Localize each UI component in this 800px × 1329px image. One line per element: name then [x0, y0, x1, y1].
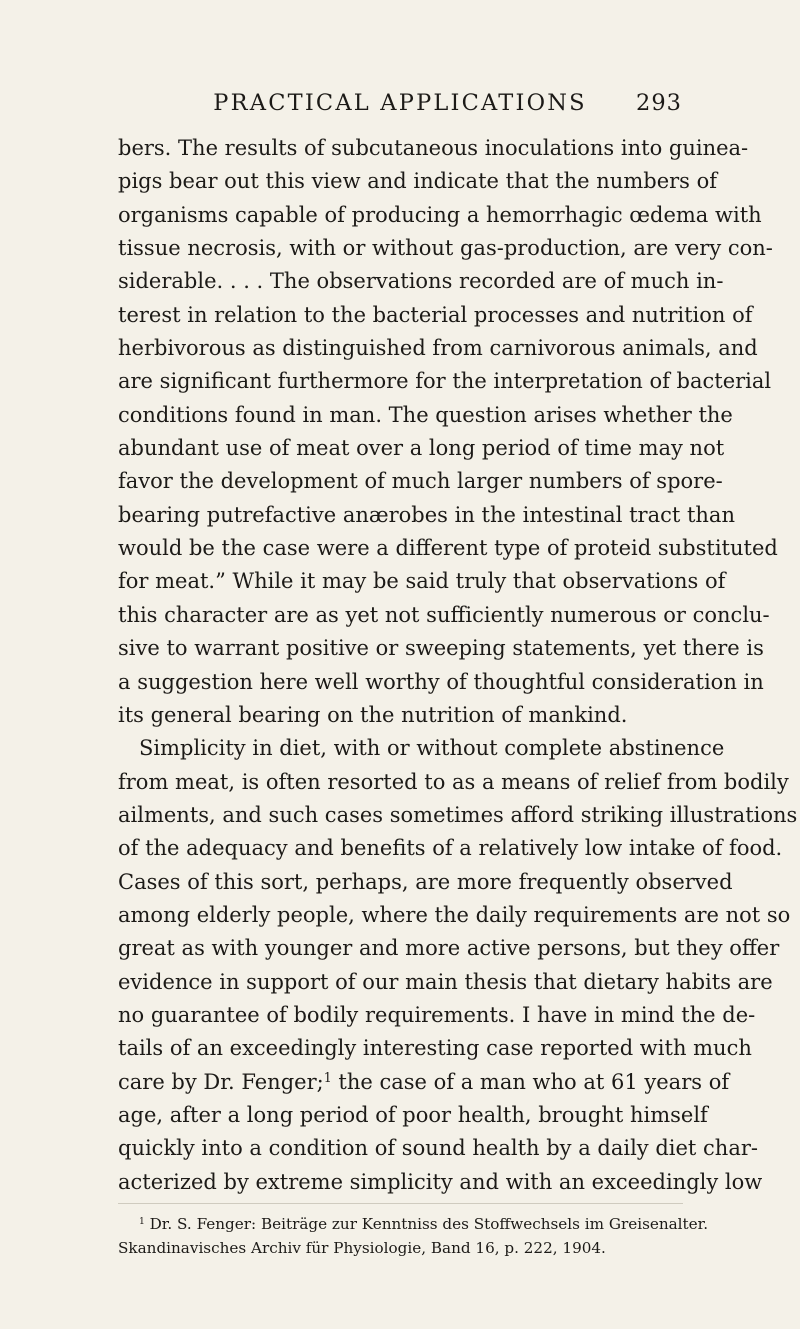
paragraph-last-line: its general bearing on the nutrition of mankind. [118, 702, 628, 727]
footnote-marker: 1 [139, 1216, 145, 1227]
text-line: conditions found in man. The question arises whether the [118, 402, 733, 427]
text-line: bearing putrefactive anærobes in the intestinal tract than [118, 502, 735, 527]
footnote-reference[interactable]: 1 [323, 1069, 332, 1085]
footnote-divider [118, 1203, 683, 1204]
text-line: acterized by extreme simplicity and with an exceedingly low [118, 1169, 763, 1194]
text-line: evidence in support of our main thesis that dietary habits are [118, 969, 773, 994]
text-line: quickly into a condition of sound health by a daily diet char- [118, 1136, 758, 1161]
text-line: Cases of this sort, perhaps, are more frequently observed [118, 869, 733, 894]
text-line: tissue necrosis, with or without gas-production, are very con- [118, 236, 773, 261]
paragraph-first-line: Simplicity in diet, with or without complete abstinence [139, 736, 725, 761]
text-line: great as with younger and more active persons, but they offer [118, 936, 780, 961]
footnote-line [118, 1212, 709, 1236]
text-line: ailments, and such cases sometimes afford striking illustrations [118, 802, 798, 827]
text-line: pigs bear out this view and indicate that the numbers of [118, 169, 718, 194]
footnote-citation: Dr. S. Fenger: Beiträge zur Kenntniss des Stoffwechsels im Greisenalter. [149, 1215, 709, 1233]
text-line: among elderly people, where the daily requirements are not so [118, 902, 791, 927]
text-line: sive to warrant positive or sweeping statements, yet there is [118, 636, 764, 661]
text-line: terest in relation to the bacterial processes and nutrition of [118, 302, 753, 327]
text-line: would be the case were a different type of proteid substituted [118, 536, 778, 561]
footnote-line: Skandinavisches Archiv für Physiologie, Band 16, p. 222, 1904. [118, 1239, 606, 1257]
text-line: siderable. . . . The observations recorded are of much in- [118, 269, 724, 294]
text-line: are significant furthermore for the interpretation of bacterial [118, 369, 772, 394]
text-line: of the adequacy and benefits of a relatively low intake of food. [118, 836, 783, 861]
text-line: favor the development of much larger numbers of spore- [118, 469, 723, 494]
body-text [118, 132, 798, 1199]
text-line: this character are as yet not sufficiently numerous or conclu- [118, 602, 770, 627]
text-line: no guarantee of bodily requirements. I have in mind the de- [118, 1002, 756, 1027]
text-line: age, after a long period of poor health, brought himself [118, 1102, 708, 1127]
running-title: PRACTICAL APPLICATIONS [213, 90, 587, 116]
text-line: organisms capable of producing a hemorrhagic œdema with [118, 202, 762, 227]
line-suffix: the case of a man who at 61 years of [338, 1069, 730, 1094]
text-line: for meat.” While it may be said truly that observations of [118, 569, 726, 594]
footnote [118, 1212, 709, 1260]
text-line: from meat, is often resorted to as a means of relief from bodily [118, 769, 789, 794]
text-line: bers. The results of subcutaneous inoculations into guinea- [118, 136, 749, 160]
text-line-with-footnote-ref [118, 1066, 730, 1099]
running-header [118, 90, 682, 130]
text-line: herbivorous as distinguished from carnivorous animals, and [118, 336, 758, 361]
line-prefix: care by Dr. Fenger; [118, 1069, 324, 1094]
page-number: 293 [636, 90, 682, 116]
text-line: tails of an exceedingly interesting case reported with much [118, 1036, 752, 1061]
text-line: abundant use of meat over a long period of time may not [118, 436, 725, 461]
text-line: a suggestion here well worthy of thoughtful consideration in [118, 669, 764, 694]
